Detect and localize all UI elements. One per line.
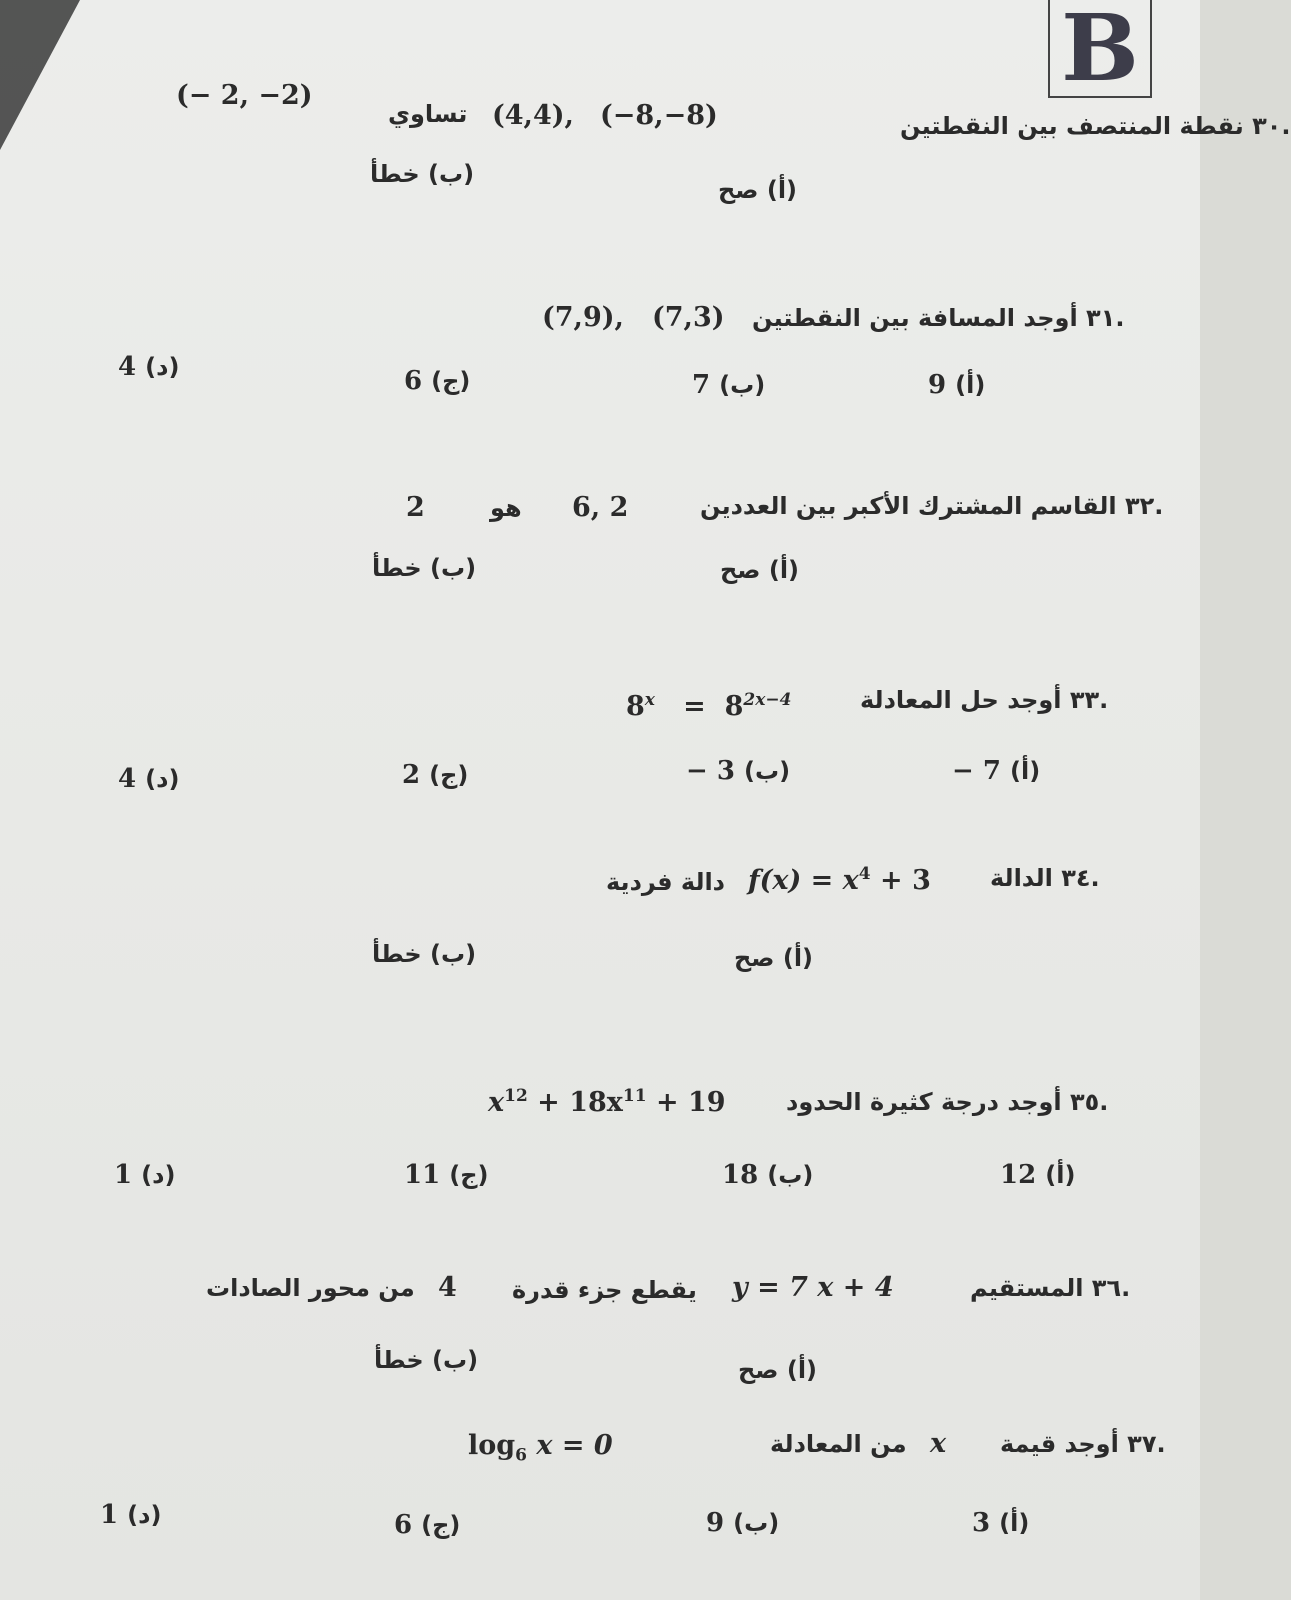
q33-equation: 8$^x$ = $8^{2x-4}$ [626, 690, 792, 722]
q34-label: .٣٤ الدالة [990, 864, 1100, 892]
q32-value: 2 [406, 492, 425, 523]
q32-numbers: 6, 2 [572, 492, 629, 523]
q36-label: .٣٦ المستقيم [970, 1274, 1131, 1302]
q37-option-c[interactable]: 6 (ج) [394, 1510, 461, 1540]
q34-option-a[interactable]: (أ) صح [734, 944, 814, 972]
q30-equals-word: تساوي [388, 100, 468, 128]
paper-corner-shadow [0, 0, 80, 150]
q36-line-equation: y = 7 x + 4 [732, 1272, 894, 1303]
q33-label: .٣٣ أوجد حل المعادلة [860, 686, 1109, 714]
q35-label: .٣٥ أوجد درجة كثيرة الحدود [786, 1088, 1109, 1116]
q31-point-1: (7,3) [652, 302, 725, 333]
q31-point-2: (7,9), [542, 302, 624, 333]
q37-label: .٣٧ أوجد قيمة [1000, 1430, 1166, 1458]
exam-version-box: B [1048, 0, 1152, 98]
q37-log-equation: $\log_6 x = 0$ [468, 1430, 613, 1466]
q35-polynomial: $x^{12} + 18x^{11} + 19$ [488, 1086, 726, 1118]
q37-option-b[interactable]: 9 (ب) [706, 1508, 780, 1538]
q31-option-b[interactable]: 7 (ب) [692, 370, 766, 400]
q36-axis-word: من محور الصادات [206, 1274, 415, 1302]
q30-option-a[interactable]: (أ) صح [718, 176, 798, 204]
q32-label: .٣٢ القاسم المشترك الأكبر بين العددين [700, 492, 1164, 520]
q32-option-a[interactable]: (أ) صح [720, 556, 800, 584]
q31-option-a[interactable]: 9 (أ) [928, 370, 986, 400]
q36-option-a[interactable]: (أ) صح [738, 1356, 818, 1384]
q36-intercept-value: 4 [438, 1272, 457, 1303]
q30-option-b[interactable]: (ب) خطأ [370, 160, 475, 188]
q30-point-2: (4,4), [492, 100, 574, 131]
q36-intercept-word: يقطع جزء قدرة [512, 1276, 697, 1304]
q37-variable: x [930, 1428, 947, 1459]
q33-option-d[interactable]: 4 (د) [118, 764, 180, 794]
q33-option-b[interactable]: − 3 (ب) [686, 756, 791, 786]
q31-label: .٣١ أوجد المسافة بين النقطتين [752, 304, 1125, 332]
q31-option-d[interactable]: 4 (د) [118, 352, 180, 382]
q35-option-b[interactable]: 18 (ب) [722, 1160, 814, 1190]
q30-label: .٣٠ نقطة المنتصف بين النقطتين [900, 112, 1291, 140]
q32-is-word: هو [490, 494, 522, 522]
q34-function: $f(x) = x^4 + 3$ [748, 864, 931, 896]
q37-option-a[interactable]: 3 (أ) [972, 1508, 1030, 1538]
q32-option-b[interactable]: (ب) خطأ [372, 554, 477, 582]
q36-option-b[interactable]: (ب) خطأ [374, 1346, 479, 1374]
q33-option-c[interactable]: 2 (ج) [402, 760, 469, 790]
q34-option-b[interactable]: (ب) خطأ [372, 940, 477, 968]
q35-option-d[interactable]: 1 (د) [114, 1160, 176, 1190]
q34-odd-function-word: دالة فردية [606, 868, 725, 896]
q35-option-a[interactable]: 12 (أ) [1000, 1160, 1076, 1190]
q30-value: (− 2, −2) [176, 80, 313, 111]
q35-option-c[interactable]: 11 (ج) [404, 1160, 489, 1190]
q31-option-c[interactable]: 6 (ج) [404, 366, 471, 396]
q30-point-1: (−8,−8) [600, 100, 718, 131]
q33-option-a[interactable]: − 7 (أ) [952, 756, 1041, 786]
q37-equation-word: من المعادلة [770, 1430, 907, 1458]
q37-option-d[interactable]: 1 (د) [100, 1500, 162, 1530]
